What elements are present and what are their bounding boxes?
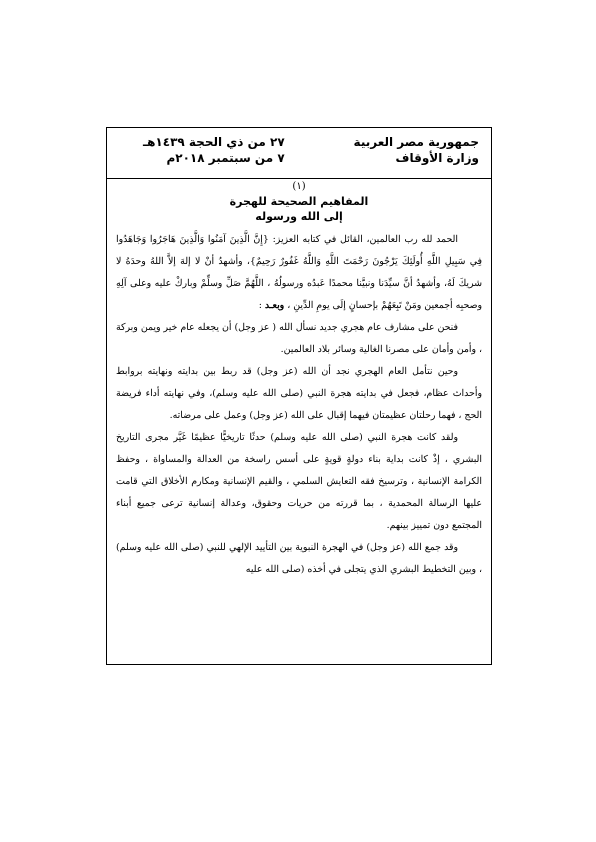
ministry-name: وزارة الأوقاف bbox=[395, 151, 479, 165]
sermon-title-line-2: إلى الله ورسوله bbox=[255, 210, 343, 223]
opening-text: الحمد لله رب العالمين، القائل في كتابه العزيز: {إِنَّ الَّذِينَ آمَنُوا وَالَّذِينَ هَاجَرُوا وَجَاهَدُوا فِي سَبِيلِ اللَّهِ أُولَئِكَ يَرْجُونَ رَحْمَتَ اللَّهِ وَاللَّهُ غَفُورٌ رَحِيمٌ}، وأشهدُ أنْ لا إلهَ إلاَّ اللهُ وحدَهُ لا شريكَ لَهُ، وأشهدُ أنَّ سيِّدَنا ونبيَّنا محمدًا عَبدُه ورسولُهُ ، اللَّهُمَّ صَلِّ وسلِّمْ وباركْ عليه وعلى آلِهِ وصحبِه أجمعين ومَنْ تَبِعَهُمْ بإحسانٍ إلَى يومِ الدِّينِ ، bbox=[116, 234, 482, 311]
date-block bbox=[143, 134, 285, 166]
paragraph-opening bbox=[116, 229, 482, 317]
paragraph-year-reflection: وحين نتأمل العام الهجري نجد أن الله (عز وجل) قد ربط بين بدايته ونهايته بروابط وأحداث عظام، فجعل في بدايته هجرة النبي (صلى الله عليه وسلم)، وفي نهايته أداء فريضة الحج ، فهما رحلتان عظيمتان فيهما إقبال على الله (عز وجل) وعمل على مرضاته. bbox=[116, 366, 482, 421]
paragraph-divine-support: وقد جمع الله (عز وجل) في الهجرة النبوية بين التأييد الإلهي للنبي (صلى الله عليه وسلم) ، وبين التخطيط البشري الذي يتجلى في أخذه (صلى الله عليه bbox=[116, 542, 482, 575]
sermon-title-line-1: المفاهيم الصحيحة للهجرة bbox=[229, 195, 369, 208]
sermon-number: (١) bbox=[292, 181, 306, 192]
country-name: جمهورية مصر العربية bbox=[353, 135, 479, 149]
hijri-date: ٢٧ من ذي الحجة ١٤٣٩هـ bbox=[143, 135, 285, 149]
sermon-frame bbox=[106, 127, 492, 665]
issuer-block bbox=[354, 134, 479, 166]
opening-colon: : bbox=[258, 300, 262, 311]
paragraph-new-year: فنحن على مشارف عام هجري جديد نسأل الله ( عز وجل) أن يجعله عام خير ويمن وبركة ، وأمن وأمان على مصرنا الغالية وسائر بلاد العالمين. bbox=[116, 322, 482, 355]
paragraph-hijra-event: ولقد كانت هجرة النبي (صلى الله عليه وسلم) حدثًا تاريخيًّا عظيمًا غَيَّر مجرى التاريخ البشري ، إذْ كانت بداية بناء دولةٍ قويةٍ على أسس راسخة من العدالة والمساواة ، وحفظ الكرامة الإنسانية ، وترسيخ فقه التعايش السلمي ، والقيم الإنسانية ومكارم الأخلاق التي قامت عليها الرسالة المحمدية ، بما قررته من حريات وحقوق، وعدالة إنسانية ترعى جميع أبناء المجتمع دون تمييز بينهم. bbox=[116, 432, 482, 531]
sermon-content bbox=[107, 179, 491, 581]
document-header bbox=[107, 128, 491, 179]
gregorian-date: ٧ من سبتمبر ٢٠١٨م bbox=[166, 151, 285, 165]
opening-bold-word: وبعـد bbox=[264, 300, 285, 311]
